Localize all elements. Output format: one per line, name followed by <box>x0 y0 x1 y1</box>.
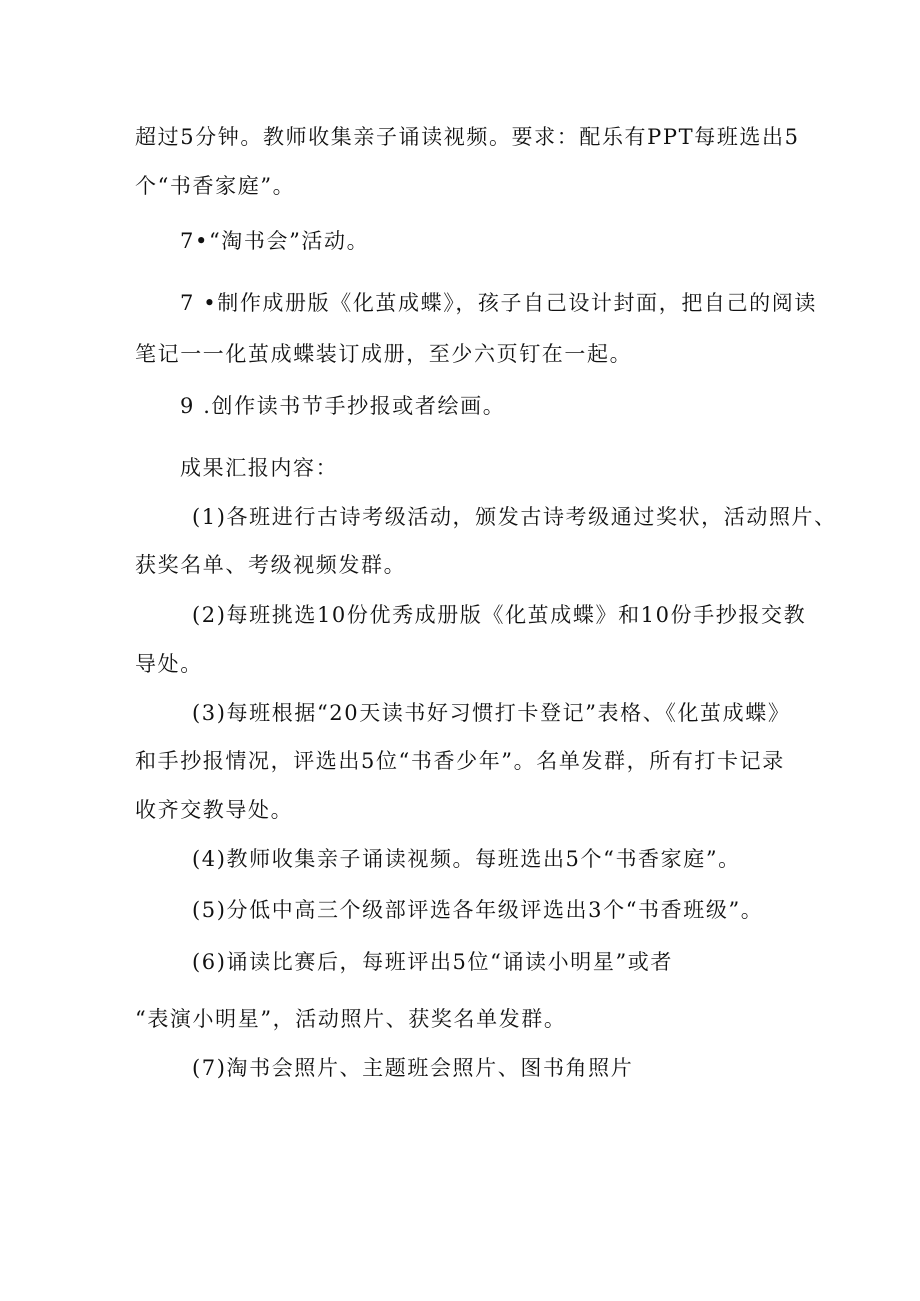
list-item-line: 9 .创作读书节手抄报或者绘画。 <box>180 394 506 418</box>
result-item-line: (6)诵读比赛后，每班评出5位“诵读小明星”或者 <box>192 950 673 974</box>
paragraph-line: 和手抄报情况，评选出5位“书香少年”。名单发群，所有打卡记录 <box>135 749 785 773</box>
result-item-line: (4)教师收集亲子诵读视频。每班选出5个“书香家庭”。 <box>192 847 741 871</box>
paragraph-line: 个“书香家庭”。 <box>135 174 296 198</box>
list-item-line: 7•“淘书会”活动。 <box>180 229 370 253</box>
paragraph-line: 超过5分钟。教师收集亲子诵读视频。要求：配乐有PPT每班选出5 <box>135 125 800 149</box>
paragraph-line: 导处。 <box>135 652 203 676</box>
result-item-line: (1)各班进行古诗考级活动，颁发古诗考级通过奖状，活动照片、 <box>192 505 837 529</box>
paragraph-line: 笔记一一化茧成蝶装订成册，至少六页钉在一起。 <box>135 342 633 366</box>
list-item-line: 7 •制作成册版《化茧成蝶》，孩子自己设计封面，把自己的阅读 <box>180 291 817 315</box>
result-item-line: (3)每班根据“20天读书好习惯打卡登记”表格、《化茧成蝶》 <box>192 701 791 725</box>
paragraph-line: 收齐交教导处。 <box>135 798 294 822</box>
result-item-line: (5)分低中高三个级部评选各年级评选出3个“书香班级”。 <box>192 898 764 922</box>
section-heading: 成果汇报内容： <box>180 456 339 480</box>
paragraph-line: 获奖名单、考级视频发群。 <box>135 553 407 577</box>
result-item-line: (7)淘书会照片、主题班会照片、图书角照片 <box>192 1056 634 1080</box>
result-item-line: (2)每班挑选10份优秀成册版《化茧成蝶》和10份手抄报交教 <box>192 603 807 627</box>
paragraph-line: “表演小明星”，活动照片、获奖名单发群。 <box>135 1007 567 1031</box>
